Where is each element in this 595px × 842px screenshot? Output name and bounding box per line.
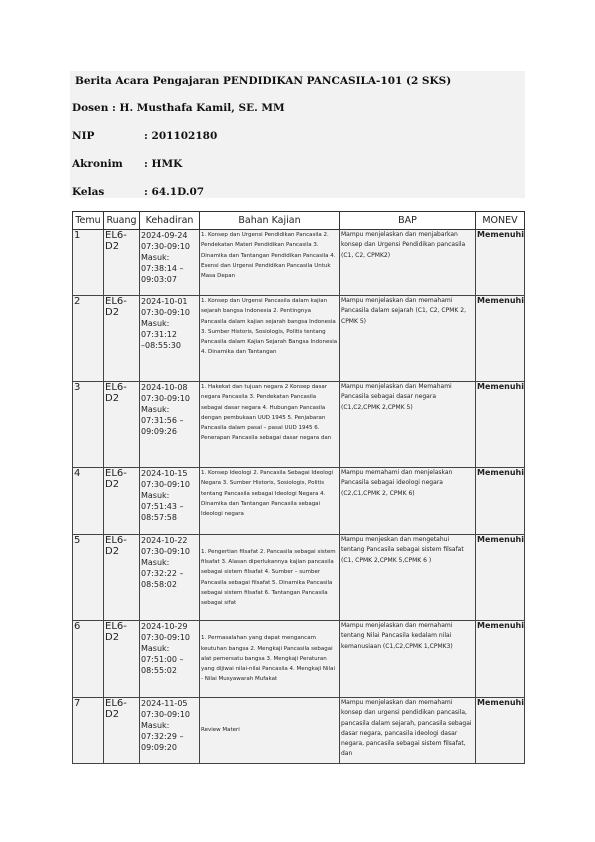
kelas-value: : 64.1D.07: [144, 186, 205, 198]
masuk-label: Masuk:: [141, 558, 170, 567]
bap-cell: Mampu memahami dan menjelaskan Pancasila sebagai ideologi negara (C2,C1,CPMK 2, CPMK 6): [340, 468, 476, 535]
masuk-label: Masuk:: [141, 405, 170, 414]
col-header-monev: MONEV: [476, 212, 525, 230]
ruang-cell: EL6-D2: [104, 621, 140, 698]
table-header-row: [73, 212, 525, 230]
kehadiran-cell: [140, 296, 200, 382]
monev-cell: Memenuhi: [476, 535, 525, 621]
monev-cell: Memenuhi: [476, 296, 525, 382]
table-row: [73, 230, 525, 296]
table-row: [73, 621, 525, 698]
waktu-hadir: 07:38:14 – 09:03:07: [141, 264, 184, 284]
dosen-line: Dosen : H. Musthafa Kamil, SE. MM: [72, 102, 285, 114]
document-header: [70, 71, 525, 198]
kehadiran-cell: [140, 698, 200, 764]
temu-cell: 3: [73, 382, 104, 468]
temu-cell: 7: [73, 698, 104, 764]
waktu-hadir: –08:55:30: [141, 341, 181, 350]
nip-value: : 201102180: [144, 130, 218, 142]
masuk-label: Masuk:: [141, 721, 170, 730]
jam: 07:30-09:10: [141, 242, 190, 251]
bap-cell: Mampu menjelaskan dan Memahami Pancasila sebagai dasar negara (C1,C2,CPMK 2,CPMK 5): [340, 382, 476, 468]
ruang-cell: EL6-D2: [104, 698, 140, 764]
masuk-label: Masuk: 07:31:12: [141, 319, 177, 339]
masuk-label: Masuk:: [141, 644, 170, 653]
tanggal: 2024-10-15: [141, 469, 188, 478]
kelas-line: [72, 186, 204, 198]
waktu-hadir: 07:51:00 – 08:55:02: [141, 655, 184, 675]
tanggal: 2024-10-01: [141, 297, 188, 306]
bap-cell: Mampu menjelaskan dan menjabarkan konsep dan Urgensi Pendidikan pancasila (C1, C2, CPMK2): [340, 230, 476, 296]
tanggal: 2024-09-24: [141, 231, 188, 240]
waktu-hadir: 07:32:22 – 08:58:02: [141, 569, 184, 589]
bahan-kajian-cell: 1. Konsep dan Urgensi Pancasila dalam kajian sejarah bangsa Indonesia 2. Pentingnya Pancasila dalam kajian sejarah bangsa Indonesia 3. Sumber Historis, Sosiologis, Politis tentang Pancasila dalam Kajian Sejarah Bangsa Indonesia 4. Dinamika dan Tantangan: [200, 296, 340, 382]
waktu-hadir: 07:32:29 – 09:09:20: [141, 732, 184, 752]
masuk-label: Masuk:: [141, 491, 170, 500]
bahan-kajian-cell: 1. Konsep dan Urgensi Pendidikan Pancasila 2. Pendekatan Materi Pendidikan Pancasila 3. Dinamika dan Tantangan Pendidikan Pancasila 4. Esensi dan Urgensi Pendidikan Pancasila Untuk Masa Depan: [200, 230, 340, 296]
kehadiran-cell: [140, 535, 200, 621]
temu-cell: 5: [73, 535, 104, 621]
kehadiran-cell: [140, 230, 200, 296]
bahan-kajian-cell: 1. Pengertian filsafat 2. Pancasila sebagai sistem filsafat 3. Alasan diperlukannya kajian pancasila sebagai sistem filsafat 4. Sumber – sumber Pancasila sebagai filsafat 5. Dinamika Pancasila sebagai sistem filsafat 6. Tantangan Pancasila sebagai sifat: [200, 535, 340, 621]
temu-cell: 4: [73, 468, 104, 535]
table-row: [73, 535, 525, 621]
jam: 07:30-09:10: [141, 308, 190, 317]
monev-cell: Memenuhi: [476, 230, 525, 296]
bahan-kajian-cell: Review Materi: [200, 698, 340, 764]
bahan-kajian-cell: 1. Hakekat dan tujuan negara 2 Konsep dasar negara Pancasila 3. Pendekatan Pancasila sebagai dasar negara 4. Hubungan Pancasila dengan pembukaan UUD 1945 5. Penjabaran Pancasila dalam pasal – pasal UUD 1945 6. Penerapan Pancasila sebagai dasar negara dan: [200, 382, 340, 468]
waktu-hadir: 07:51:43 – 08:57:58: [141, 502, 184, 522]
bap-cell: Mampu menjelaskan dan memahami Pancasila dalam sejarah (C1, C2, CPMK 2, CPMK 5): [340, 296, 476, 382]
table-row: [73, 296, 525, 382]
monev-cell: Memenuhi: [476, 468, 525, 535]
table-row: [73, 468, 525, 535]
bap-cell: Mampu menjelaskan dan memahami konsep dan urgensi pendidikan pancasila, pancasila dalam sejarah, pancasila sebagai dasar negara, pancasila ideologi dasar negara, pancasila sebagai sistem filsafat, dan: [340, 698, 476, 764]
table-row: [73, 382, 525, 468]
ruang-cell: EL6-D2: [104, 230, 140, 296]
tanggal: 2024-11-05: [141, 699, 188, 708]
akronim-value: : HMK: [144, 158, 183, 170]
temu-cell: 1: [73, 230, 104, 296]
ruang-cell: EL6-D2: [104, 468, 140, 535]
tanggal: 2024-10-08: [141, 383, 188, 392]
akronim-label: Akronim: [72, 158, 123, 170]
monev-cell: Memenuhi: [476, 382, 525, 468]
table-row: [73, 698, 525, 764]
jam: 07:30-09:10: [141, 710, 190, 719]
temu-cell: 6: [73, 621, 104, 698]
temu-cell: 2: [73, 296, 104, 382]
tanggal: 2024-10-22: [141, 536, 188, 545]
col-header-temu: Temu: [73, 212, 104, 230]
bap-cell: Mampu menjeskan dan mengetahui tentang Pancasila sebagai sistem filsafat (C1, CPMK 2,CPMK 5,CPMK 6 ): [340, 535, 476, 621]
ruang-cell: EL6-D2: [104, 296, 140, 382]
nip-label: NIP: [72, 130, 95, 142]
ruang-cell: EL6-D2: [104, 535, 140, 621]
kehadiran-cell: [140, 382, 200, 468]
jam: 07:30-09:10: [141, 633, 190, 642]
col-header-bahan-kajian: Bahan Kajian: [200, 212, 340, 230]
kehadiran-cell: [140, 621, 200, 698]
kehadiran-cell: [140, 468, 200, 535]
document-title: Berita Acara Pengajaran PENDIDIKAN PANCASILA-101 (2 SKS): [75, 75, 452, 87]
jam: 07:30-09:10: [141, 394, 190, 403]
akronim-line: [72, 158, 182, 170]
col-header-ruang: Ruang: [104, 212, 140, 230]
nip-line: [72, 130, 217, 142]
jam: 07:30-09:10: [141, 547, 190, 556]
col-header-bap: BAP: [340, 212, 476, 230]
waktu-hadir: 07:31:56 – 09:09:26: [141, 416, 184, 436]
monev-cell: Memenuhi: [476, 698, 525, 764]
ruang-cell: EL6-D2: [104, 382, 140, 468]
masuk-label: Masuk:: [141, 253, 170, 262]
tanggal: 2024-10-29: [141, 622, 188, 631]
bahan-kajian-cell: 1. Permasalahan yang dapat mengancam keutuhan bangsa 2. Mengkaji Pancasila sebagai alat pemersatu bangsa 3. Mengkaji Peraturan yang dijiwai nilai-nilai Pancasila 4. Mengkaji Nilai - Nilai Musyawarah Mufakat: [200, 621, 340, 698]
col-header-kehadiran: Kehadiran: [140, 212, 200, 230]
monev-cell: Memenuhi: [476, 621, 525, 698]
jam: 07:30-09:10: [141, 480, 190, 489]
kelas-label: Kelas: [72, 186, 105, 198]
bahan-kajian-cell: 1. Konsep Ideologi 2. Pancasila Sebagai Ideologi Negara 3. Sumber Historis, Sosiologis, Politis tentang Pancasila sebagai Ideologi Negara 4. Dinamika dan Tantangan Pancasila sebagai Ideologi negara: [200, 468, 340, 535]
attendance-table: [72, 211, 525, 764]
bap-cell: Mampu menjelaskan dan memahami tentang Nilai Pancasila kedalam nilai kemanusiaan (C1,C2,CPMK 1,CPMK3): [340, 621, 476, 698]
